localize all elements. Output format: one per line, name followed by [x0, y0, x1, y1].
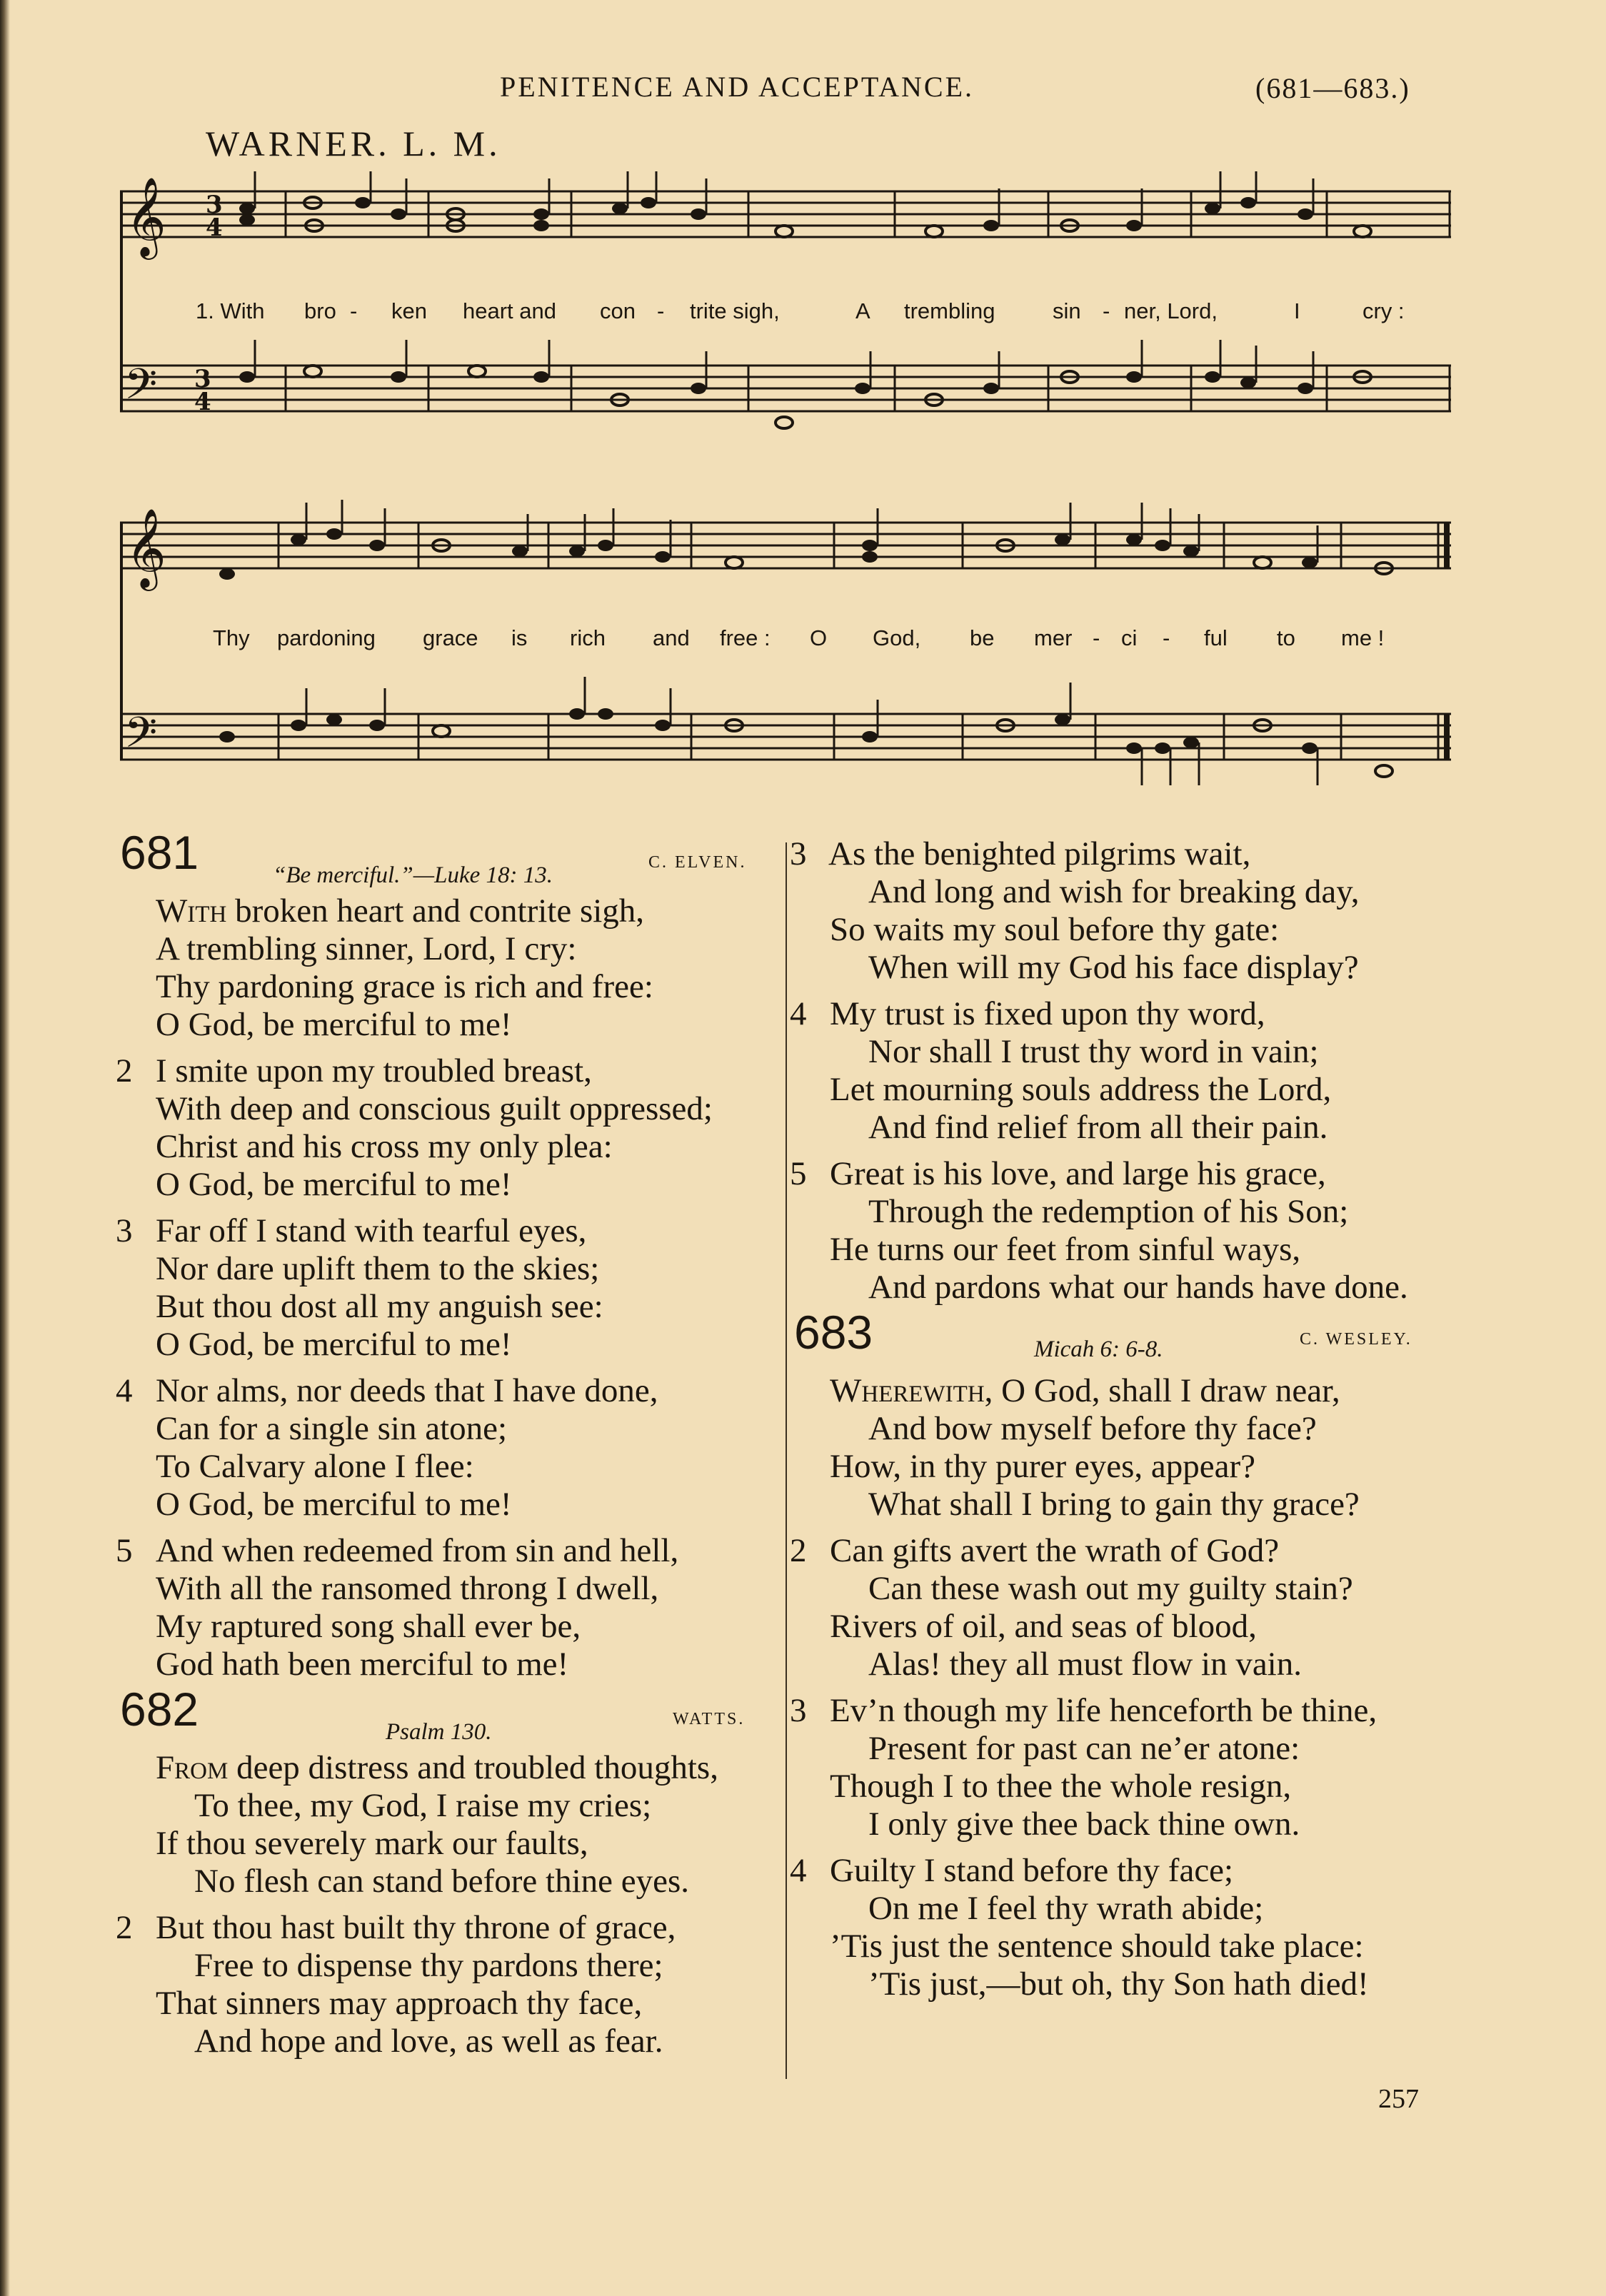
lyric-syllable: A: [855, 298, 870, 323]
treble-notes: [219, 528, 1392, 580]
svg-text:3: 3: [194, 365, 211, 393]
bass-notes: [219, 708, 1392, 777]
verse-line: A trembling sinner, Lord, I cry:: [156, 930, 577, 967]
verse-line: I only give thee back thine own.: [868, 1806, 1300, 1843]
lyric-syllable: free :: [720, 625, 771, 650]
verse-line: Present for past can ne’er atone:: [868, 1730, 1300, 1767]
verse-line: Let mourning souls address the Lord,: [830, 1071, 1332, 1108]
lyric-syllable: God,: [873, 625, 921, 650]
verse-line: 3 As the benighted pilgrims wait,: [790, 835, 1251, 872]
lyric-syllable: trite sigh,: [690, 298, 780, 323]
running-head: PENITENCE AND ACCEPTANCE.: [500, 71, 975, 103]
verse-line: And pardons what our hands have done.: [868, 1269, 1408, 1306]
scripture-reference: “Be merciful.”—Luke 18: 13.: [273, 862, 553, 888]
hymn-number: 683: [794, 1306, 873, 1359]
verse-line: O God, be merciful to me!: [156, 1006, 512, 1043]
lyric-syllable: I: [1294, 298, 1300, 323]
verse-line: 2 I smite upon my troubled breast,: [116, 1052, 592, 1089]
verse-line: To thee, my God, I raise my cries;: [194, 1787, 652, 1824]
right-column: [788, 835, 1460, 2012]
verse-line: And find relief from all their pain.: [868, 1109, 1328, 1146]
verse-line: God hath been merciful to me!: [156, 1646, 569, 1683]
lyric-syllable: and: [653, 625, 690, 650]
verse-line: 5 Great is his love, and large his grace,: [790, 1155, 1326, 1192]
lyric-syllable: mer: [1034, 625, 1073, 650]
verse-line: But thou dost all my anguish see:: [156, 1288, 603, 1325]
lyric-syllable: sin: [1053, 298, 1081, 323]
lyric-syllable: -: [1163, 625, 1170, 650]
hymn-683: [788, 1306, 1460, 2003]
note-stems: [255, 171, 1313, 388]
lyric-line-1: [120, 298, 1451, 334]
verse-line: O God, be merciful to me!: [156, 1166, 512, 1203]
column-divider: [786, 842, 787, 2079]
stanza-4: [114, 1372, 778, 1524]
lyric-syllable: -: [350, 298, 358, 323]
verse-line: And long and wish for breaking day,: [868, 873, 1360, 910]
verse-line: And bow myself before thy face?: [868, 1410, 1317, 1447]
verse-line: Through the redemption of his Son;: [868, 1193, 1349, 1230]
verse-line: With deep and conscious guilt oppressed;: [156, 1090, 713, 1127]
book-binding-edge: [0, 0, 10, 2296]
verse-line: Free to dispense thy pardons there;: [194, 1947, 663, 1984]
hymn-number: 681: [120, 826, 199, 879]
stanza-3: [788, 835, 1460, 987]
bass-clef-icon: 𝄢: [124, 708, 158, 767]
svg-text:3: 3: [206, 191, 223, 219]
lyric-syllable: ner, Lord,: [1124, 298, 1218, 323]
verse-line: He turns our feet from sinful ways,: [830, 1231, 1301, 1268]
hymn-author: WATTS.: [673, 1710, 746, 1728]
lyric-syllable: cry :: [1362, 298, 1405, 323]
lyric-syllable: ful: [1204, 625, 1228, 650]
verse-line: 4 Guilty I stand before thy face;: [790, 1852, 1234, 1889]
tune-title: WARNER. L. M.: [206, 124, 501, 163]
stanza-number: 2: [790, 1532, 807, 1569]
lyric-syllable: heart and: [463, 298, 556, 323]
lyric-syllable: me !: [1341, 625, 1385, 650]
verse-line: 4 My trust is fixed upon thy word,: [790, 995, 1265, 1032]
music-system-1: [120, 171, 1451, 457]
initial-word: Wherewith: [830, 1372, 985, 1409]
stanza-5: [114, 1532, 778, 1683]
verse-line: Christ and his cross my only plea:: [156, 1128, 613, 1165]
lyric-syllable: ken: [391, 298, 427, 323]
stanza-number: 2: [116, 1052, 133, 1089]
stanza-number: 5: [790, 1155, 807, 1192]
stanza-3: [114, 1212, 778, 1364]
hymn-author: C. ELVEN.: [648, 853, 747, 872]
verse-line: What shall I bring to gain thy grace?: [868, 1486, 1360, 1523]
initial-word: From: [156, 1749, 229, 1786]
stanza-5: [788, 1155, 1460, 1306]
verse-line: Nor dare uplift them to the skies;: [156, 1250, 600, 1287]
verse-line: O God, be merciful to me!: [156, 1486, 512, 1523]
verse-line: So waits my soul before thy gate:: [830, 911, 1280, 948]
verse-line: Can these wash out my guilty stain?: [868, 1570, 1353, 1607]
page-range: (681—683.): [1255, 72, 1410, 104]
lyric-syllable: -: [657, 298, 665, 323]
verse-line: Wherewith, O God, shall I draw near,: [830, 1372, 1340, 1409]
stanza-number: 4: [790, 1852, 807, 1889]
stanza-1: [114, 1749, 778, 1900]
treble-clef-icon: 𝄞: [126, 176, 166, 256]
hymn-682-continued: [788, 835, 1460, 1306]
svg-text:4: 4: [206, 213, 223, 242]
verse-line: With all the ransomed throng I dwell,: [156, 1570, 659, 1607]
verse-line: To Calvary alone I flee:: [156, 1448, 474, 1485]
verse-line: ’Tis just,—but oh, thy Son hath died!: [868, 1965, 1369, 2003]
verse-line: How, in thy purer eyes, appear?: [830, 1448, 1255, 1485]
scripture-reference: Micah 6: 6-8.: [1034, 1336, 1163, 1362]
stanza-number: 2: [116, 1909, 133, 1946]
verse-line: Alas! they all must flow in vain.: [868, 1646, 1302, 1683]
lyric-syllable: -: [1103, 298, 1110, 323]
svg-text:4: 4: [194, 388, 211, 416]
verse-line: Nor shall I trust thy word in vain;: [868, 1033, 1319, 1070]
stanza-1: [788, 1372, 1460, 1524]
verse-line: 4 Nor alms, nor deeds that I have done,: [116, 1372, 658, 1409]
page-number: 257: [1378, 2084, 1419, 2114]
lyric-line-2: [120, 625, 1451, 661]
hymn-header: [114, 826, 778, 892]
hymn-681: [114, 826, 778, 1683]
verse-line: O God, be merciful to me!: [156, 1326, 512, 1363]
lyric-syllable: bro: [304, 298, 336, 323]
stanza-1: [114, 892, 778, 1044]
lyric-syllable: con: [600, 298, 636, 323]
stanza-4: [788, 995, 1460, 1147]
lyric-syllable: 1. With: [196, 298, 265, 323]
verse-line: Can for a single sin atone;: [156, 1410, 508, 1447]
stanza-number: 4: [790, 995, 807, 1032]
verse-line: From deep distress and troubled thoughts,: [156, 1749, 718, 1786]
verse-line: ’Tis just the sentence should take place:: [830, 1928, 1364, 1965]
verse-line: Rivers of oil, and seas of blood,: [830, 1608, 1257, 1645]
stanza-2: [114, 1909, 778, 2060]
lyric-syllable: trembling: [904, 298, 995, 323]
lyric-syllable: O: [810, 625, 828, 650]
stanza-number: 4: [116, 1372, 133, 1409]
hymn-number: 682: [120, 1683, 199, 1736]
stanza-number: 3: [790, 1692, 807, 1729]
scripture-reference: Psalm 130.: [386, 1719, 492, 1745]
music-system-2: [120, 500, 1451, 814]
lyric-syllable: to: [1277, 625, 1295, 650]
stanza-4: [788, 1852, 1460, 2003]
lyric-syllable: grace: [423, 625, 478, 650]
verse-line: My raptured song shall ever be,: [156, 1608, 581, 1645]
stanza-number: 5: [116, 1532, 133, 1569]
verse-line: That sinners may approach thy face,: [156, 1985, 643, 2022]
verse-line: On me I feel thy wrath abide;: [868, 1890, 1264, 1927]
hymn-author: C. WESLEY.: [1300, 1330, 1412, 1349]
lyric-syllable: be: [970, 625, 995, 650]
verse-line: No flesh can stand before thine eyes.: [194, 1863, 689, 1900]
left-column: [114, 826, 778, 2069]
bass-clef-icon: 𝄢: [124, 359, 158, 419]
lyric-syllable: pardoning: [277, 625, 376, 650]
verse-line: 3 Ev’n though my life henceforth be thine,: [790, 1692, 1377, 1729]
verse-line: With broken heart and contrite sigh,: [156, 892, 645, 930]
hymn-682: [114, 1683, 778, 2060]
bass-notes: [239, 366, 1371, 428]
lyric-syllable: is: [511, 625, 528, 650]
stanza-2: [788, 1532, 1460, 1683]
verse-line: 2 But thou hast built thy throne of grace,: [116, 1909, 676, 1946]
verse-line: 5 And when redeemed from sin and hell,: [116, 1532, 679, 1569]
hymn-header: [788, 1306, 1460, 1372]
verse-line: Though I to thee the whole resign,: [830, 1768, 1292, 1805]
verse-line: 2 Can gifts avert the wrath of God?: [790, 1532, 1280, 1569]
verse-line: Thy pardoning grace is rich and free:: [156, 968, 653, 1005]
lyric-syllable: rich: [570, 625, 606, 650]
stanza-number: 3: [790, 835, 807, 872]
verse-line: When will my God his face display?: [868, 949, 1359, 986]
verse-line: If thou severely mark our faults,: [156, 1825, 588, 1862]
lyric-syllable: ci: [1121, 625, 1138, 650]
lyric-syllable: -: [1093, 625, 1100, 650]
initial-word: With: [156, 892, 227, 930]
verse-line: And hope and love, as well as fear.: [194, 2023, 663, 2060]
hymn-header: [114, 1683, 778, 1749]
stanza-3: [788, 1692, 1460, 1843]
treble-clef-icon: 𝄞: [126, 508, 166, 588]
stanza-number: 3: [116, 1212, 133, 1249]
stanza-2: [114, 1052, 778, 1204]
lyric-syllable: Thy: [213, 625, 250, 650]
verse-line: 3 Far off I stand with tearful eyes,: [116, 1212, 587, 1249]
